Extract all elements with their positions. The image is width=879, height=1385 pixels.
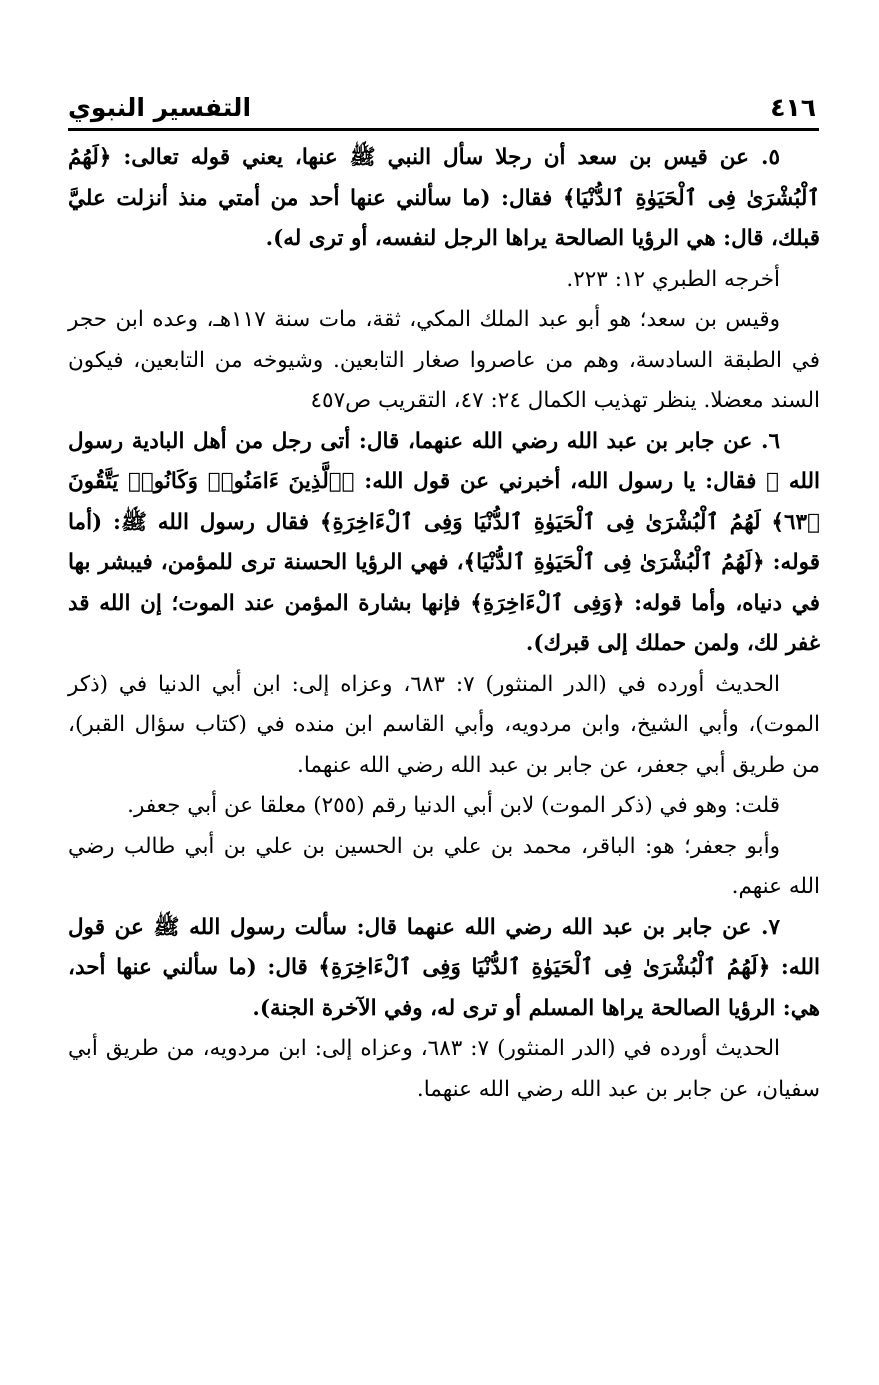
page-body xyxy=(68,138,820,1110)
hadith-6-source: الحديث أورده في (الدر المنثور) ٧: ٦٨٣، وعزاه إلى: ابن أبي الدنيا في (ذكر الموت)، وأبي الشيخ، وابن مردويه، وأبي القاسم ابن منده في (كتاب سؤال القبر)، من طريق أبي جعفر، عن جابر بن عبد الله رضي الله عنهما. xyxy=(68,671,820,778)
hadith-7-source: الحديث أورده في (الدر المنثور) ٧: ٦٨٣، وعزاه إلى: ابن مردويه، من طريق أبي سفيان، عن جابر بن عبد الله رضي الله عنهما. xyxy=(68,1036,820,1102)
hadith-6-note: قلت: وهو في (ذكر الموت) لابن أبي الدنيا رقم (٢٥٥) معلقا عن أبي جعفر. xyxy=(127,793,780,818)
running-header xyxy=(68,84,816,124)
hadith-7: ٧. عن جابر بن عبد الله رضي الله عنهما قال: سألت رسول الله ﷺ عن قول الله: ﴿لَهُمُ ٱلْبُشْرَىٰ فِى ٱلْحَيَوٰةِ ٱلدُّنْيَا وَفِى ٱلْءَاخِرَةِ﴾ قال: (ما سألني عنها أحد، هي: الرؤيا الصالحة يراها المسلم أو ترى له، وفي الآخرة الجنة). xyxy=(68,914,820,1021)
hadith-5: ٥. عن قيس بن سعد أن رجلا سأل النبي ﷺ عنها، يعني قوله تعالى: ﴿لَهُمُ ٱلْبُشْرَىٰ فِى ٱلْحَيَوٰةِ ٱلدُّنْيَا﴾ فقال: (ما سألني عنها أحد من أمتي منذ أنزلت عليَّ قبلك، قال: هي الرؤيا الصالحة يراها الرجل لنفسه، أو ترى له). xyxy=(68,145,820,251)
narrator-note: وقيس بن سعد؛ هو أبو عبد الملك المكي، ثقة، مات سنة ١١٧هـ، وعده ابن حجر في الطبقة السادسة، وهم من عاصروا صغار التابعين. وشيوخه من التابعين، فيكون السند معضلا. ينظر تهذيب الكمال ٢٤: ٤٧، التقريب ص٤٥٧ xyxy=(68,307,820,413)
running-title: التفسير النبوي xyxy=(68,93,252,122)
header-rule xyxy=(68,128,819,131)
abu-jafar-note: وأبو جعفر؛ هو: الباقر، محمد بن علي بن الحسين بن علي بن أبي طالب رضي الله عنهم. xyxy=(68,833,820,899)
hadith-5-source: أخرجه الطبري ١٢: ٢٢٣. xyxy=(566,266,780,292)
hadith-6: ٦. عن جابر بن عبد الله رضي الله عنهما، قال: أتى رجل من أهل البادية رسول الله ﷺ فقال: يا رسول الله، أخبرني عن قول الله: ﴿ٱلَّذِينَ ءَامَنُوا۟ وَكَانُوا۟ يَتَّقُونَ ﴿٦٣﴾ لَهُمُ ٱلْبُشْرَىٰ فِى ٱلْحَيَوٰةِ ٱلدُّنْيَا وَفِى ٱلْءَاخِرَةِ﴾ فقال رسول الله ﷺ: (أما قوله: ﴿لَهُمُ ٱلْبُشْرَىٰ فِى ٱلْحَيَوٰةِ ٱلدُّنْيَا﴾، فهي الرؤيا الحسنة ترى للمؤمن، فيبشر بها في دنياه، وأما قوله: ﴿وَفِى ٱلْءَاخِرَةِ﴾ فإنها بشارة المؤمن عند الموت؛ إن الله قد غفر لك، ولمن حملك إلى قبرك). xyxy=(68,428,820,656)
page-number: ٤١٦ xyxy=(770,93,816,122)
